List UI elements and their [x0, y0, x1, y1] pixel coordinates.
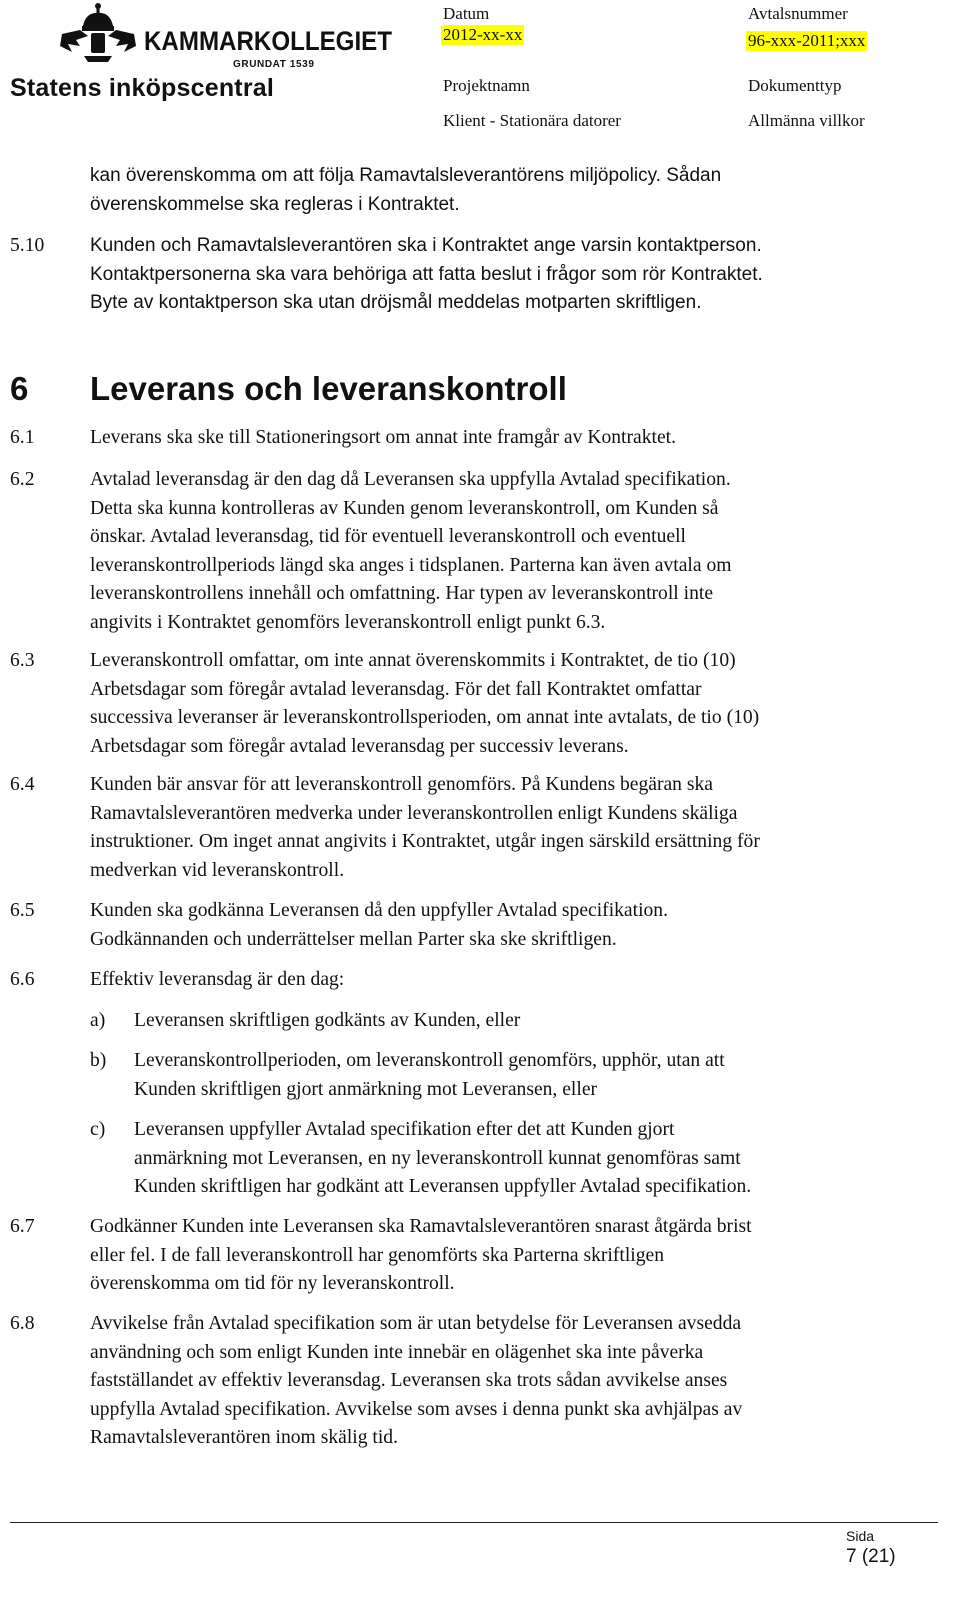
text-line: Avtalad leveransdag är den dag då Leveransen ska uppfylla Avtalad specifikation.	[90, 469, 731, 490]
text-line: eller fel. I de fall leveranskontroll har genomförts ska Parterna skriftligen	[90, 1244, 664, 1266]
section-6-2-text	[90, 466, 732, 638]
section-6-6-text	[90, 966, 344, 995]
text-line: leveranskontrollperiods längd ska anges i tidsplanen. Parterna kan även avtala om	[90, 554, 732, 576]
avtalsnummer-value: 96-xxx-2011;xxx	[748, 31, 866, 50]
section-number: 5.10	[10, 235, 45, 256]
text-line: överenskommelse ska regleras i Kontraktet.	[90, 193, 460, 215]
text-line: Arbetsdagar som föregår avtalad leveransdag. För det fall Kontraktet omfattar	[90, 678, 702, 700]
section-number: 6.4	[10, 774, 35, 795]
text-line: Kontaktpersonerna ska vara behöriga att fatta beslut i frågor som rör Kontraktet.	[90, 263, 763, 285]
text-line: Arbetsdagar som föregår avtalad leveransdag per successiv leverans.	[90, 735, 629, 757]
text-line: Kunden och Ramavtalsleverantören ska i Kontraktet ange varsin kontaktperson.	[90, 235, 762, 256]
text-line: Leveranskontroll omfattar, om inte annat överenskommits i Kontraktet, de tio (10)	[90, 650, 736, 671]
list-item-marker: a)	[90, 1010, 106, 1031]
section-number: 6.5	[10, 900, 35, 921]
text-line: Leverans ska ske till Stationeringsort om annat inte framgår av Kontraktet.	[90, 427, 677, 448]
text-line: kan överenskomma om att följa Ramavtalsleverantörens miljöpolicy. Sådan	[90, 165, 722, 186]
list-item	[134, 1047, 725, 1104]
datum-label: Datum	[443, 4, 490, 23]
text-line: leveranskontrollens innehåll och omfattning. Har typen av leveranskontroll inte	[90, 583, 714, 605]
text-line: Kunden ska godkänna Leveransen då den uppfyller Avtalad specifikation.	[90, 900, 669, 921]
section-number: 6.8	[10, 1313, 35, 1334]
text-line: Effektiv leveransdag är den dag:	[90, 969, 345, 990]
text-line: Avvikelse från Avtalad specifikation som är utan betydelse för Leveransen avsedda	[90, 1313, 742, 1334]
footer-divider	[10, 1522, 938, 1523]
text-line: Kunden skriftligen gjort anmärkning mot Leveransen, eller	[134, 1078, 598, 1100]
text-line: Kunden bär ansvar för att leveranskontroll genomförs. På Kundens begäran ska	[90, 774, 714, 795]
text-line: angivits i Kontraktet genomförs leveranskontroll enligt punkt 6.3.	[90, 611, 606, 633]
crown-icon	[82, 3, 114, 31]
text-line: Godkänner Kunden inte Leveransen ska Ramavtalsleverantören snarast åtgärda brist	[90, 1216, 752, 1237]
text-line: uppfylla Avtalad specifikation. Avvikelse som avses i denna punkt ska avhjälpas av	[90, 1398, 743, 1420]
projektnamn-value: Klient - Stationära datorer	[443, 111, 621, 130]
text-line: överenskomma om tid för ny leveranskontroll.	[90, 1273, 455, 1295]
heading-number: 6	[10, 370, 29, 407]
page-label: Sida	[846, 1528, 875, 1544]
section-5-10-text	[90, 232, 763, 318]
org-name: KAMMARKOLLEGIET	[144, 26, 393, 56]
text-line: Godkännanden och underrättelser mellan Parter ska ske skriftligen.	[90, 928, 617, 950]
page-number: 7 (21)	[846, 1546, 896, 1567]
text-line: Leveransen uppfyller Avtalad specifikation efter det att Kunden gjort	[134, 1119, 675, 1140]
heading-title: Leverans och leveranskontroll	[90, 370, 567, 407]
section-number: 6.1	[10, 427, 35, 448]
org-founded: GRUNDAT 1539	[233, 59, 315, 70]
text-line: önskar. Avtalad leveransdag, tid för eventuell leveranskontroll och eventuell	[90, 526, 686, 548]
section-6-7-text	[90, 1213, 752, 1299]
unit-name: Statens inköpscentral	[10, 74, 275, 102]
text-line: användning och som enligt Kunden inte innebär en olägenhet ska inte påverka	[90, 1341, 704, 1363]
text-line: Ramavtalsleverantören medverka under leveranskontrollen enligt Kundens skäliga	[90, 802, 738, 824]
text-line: medverkan vid leveranskontroll.	[90, 859, 345, 881]
section-6-8-text	[90, 1310, 742, 1453]
section-number: 6.3	[10, 650, 35, 671]
section-number: 6.7	[10, 1216, 35, 1237]
section-6-4-text	[90, 771, 760, 885]
list-item-marker: b)	[90, 1050, 107, 1071]
list-item	[134, 1007, 520, 1036]
text-line: Byte av kontaktperson ska utan dröjsmål meddelas motparten skriftligen.	[90, 292, 702, 314]
text-line: anmärkning mot Leveransen, en ny leveranskontroll kunnat genomföras samt	[134, 1147, 741, 1169]
text-line: fastställandet av effektiv leveransdag. Leveransen ska trots sådan avvikelse anses	[90, 1370, 728, 1392]
section-number: 6.2	[10, 469, 35, 490]
text-line: Leveransen skriftligen godkänts av Kunden, eller	[134, 1010, 521, 1031]
avtalsnummer-label: Avtalsnummer	[748, 4, 848, 23]
text-line: instruktioner. Om inget annat angivits i Kontraktet, utgår ingen särskild ersättning för	[90, 831, 760, 853]
dokumenttyp-value: Allmänna villkor	[748, 111, 865, 130]
section-6-3-text	[90, 647, 759, 761]
section-6-1-text	[90, 424, 676, 453]
list-item	[134, 1116, 751, 1202]
projektnamn-label: Projektnamn	[443, 76, 530, 95]
section-6-5-text	[90, 897, 668, 954]
section-number: 6.6	[10, 969, 35, 990]
text-line: Detta ska kunna kontrolleras av Kunden genom leveranskontroll, om Kunden så	[90, 497, 719, 519]
lion-emblem-icon	[60, 30, 136, 62]
text-line: Leveranskontrollperioden, om leveranskontroll genomförs, upphör, utan att	[134, 1050, 725, 1071]
intro-paragraph	[90, 162, 721, 219]
datum-value: 2012-xx-xx	[443, 25, 523, 44]
list-item-marker: c)	[90, 1119, 106, 1140]
dokumenttyp-label: Dokumenttyp	[748, 76, 842, 95]
text-line: successiva leveranser är leveranskontrollsperioden, om annat inte avtalats, de tio (10)	[90, 707, 760, 729]
text-line: Kunden skriftligen har godkänt att Leveransen uppfyller Avtalad specifikation.	[134, 1176, 752, 1198]
text-line: Ramavtalsleverantören inom skälig tid.	[90, 1427, 398, 1449]
kammarkollegiet-logo	[58, 0, 398, 70]
